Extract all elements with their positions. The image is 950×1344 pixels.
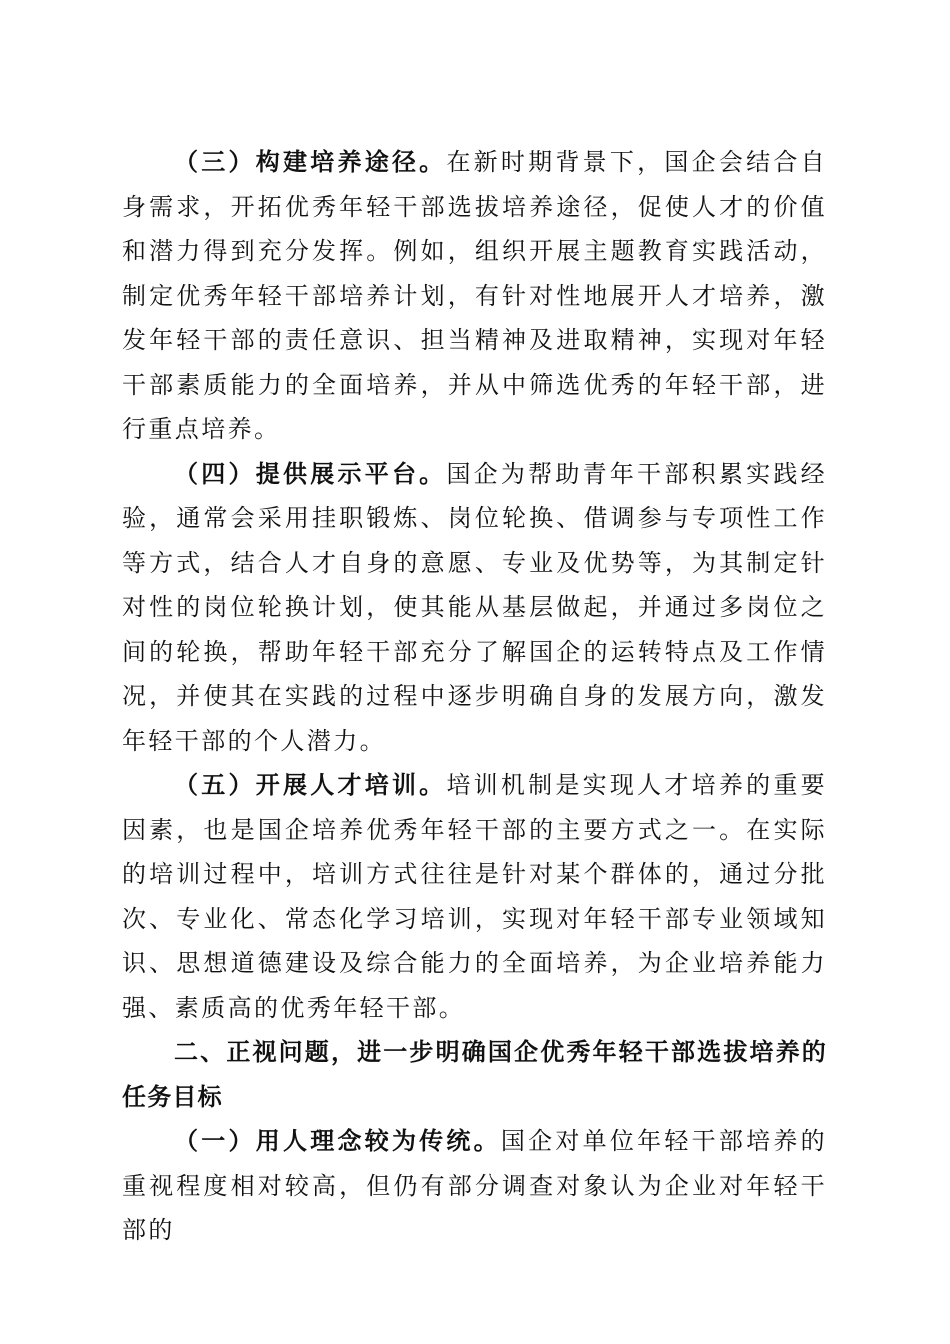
paragraph-lead: （一）用人理念较为传统。	[174, 1126, 501, 1155]
paragraph-lead: （三）构建培养途径。	[174, 147, 447, 176]
paragraph-traditional-hiring-concept	[122, 1119, 827, 1253]
document-body	[122, 140, 827, 1253]
paragraph-provide-display-platform	[122, 452, 827, 764]
paragraph-text: 国企对单位年轻干部培养的重视程度相对较高，但仍有部分调查对象认为企业对年轻干部的	[122, 1127, 827, 1244]
paragraph-lead: （四）提供展示平台。	[174, 458, 447, 488]
paragraph-text: 国企为帮助青年干部积累实践经验，通常会采用挂职锻炼、岗位轮换、借调参与专项性工作等方式，结合人才自身的意愿、专业及优势等，为其制定针对性的岗位轮换计划，使其能从基层做起，并通过多岗位之间的轮换，帮助年轻干部充分了解国企的运转特点及工作情况，并使其在实践的过程中逐步明确自身的发展方向，激发年轻干部的个人潜力。	[122, 459, 827, 755]
paragraph-text: 在新时期背景下，国企会结合自身需求，开拓优秀年轻干部选拔培养途径，促使人才的价值和潜力得到充分发挥。例如，组织开展主题教育实践活动，制定优秀年轻干部培养计划，有针对性地展开人才培养，激发年轻干部的责任意识、担当精神及进取精神，实现对年轻干部素质能力的全面培养，并从中筛选优秀的年轻干部，进行重点培养。	[122, 148, 827, 443]
paragraph-build-training-paths	[122, 140, 827, 452]
paragraph-talent-training	[122, 763, 827, 1030]
paragraph-lead: （五）开展人才培训。	[174, 770, 447, 799]
paragraph-text: 培训机制是实现人才培养的重要因素，也是国企培养优秀年轻干部的主要方式之一。在实际的培训过程中，培训方式往往是针对某个群体的，通过分批次、专业化、常态化学习培训，实现对年轻干部专业领域知识、思想道德建设及综合能力的全面培养，为企业培养能力强、素质高的优秀年轻干部。	[122, 771, 827, 1022]
section-heading: 二、正视问题，进一步明确国企优秀年轻干部选拔培养的任务目标	[122, 1038, 827, 1111]
